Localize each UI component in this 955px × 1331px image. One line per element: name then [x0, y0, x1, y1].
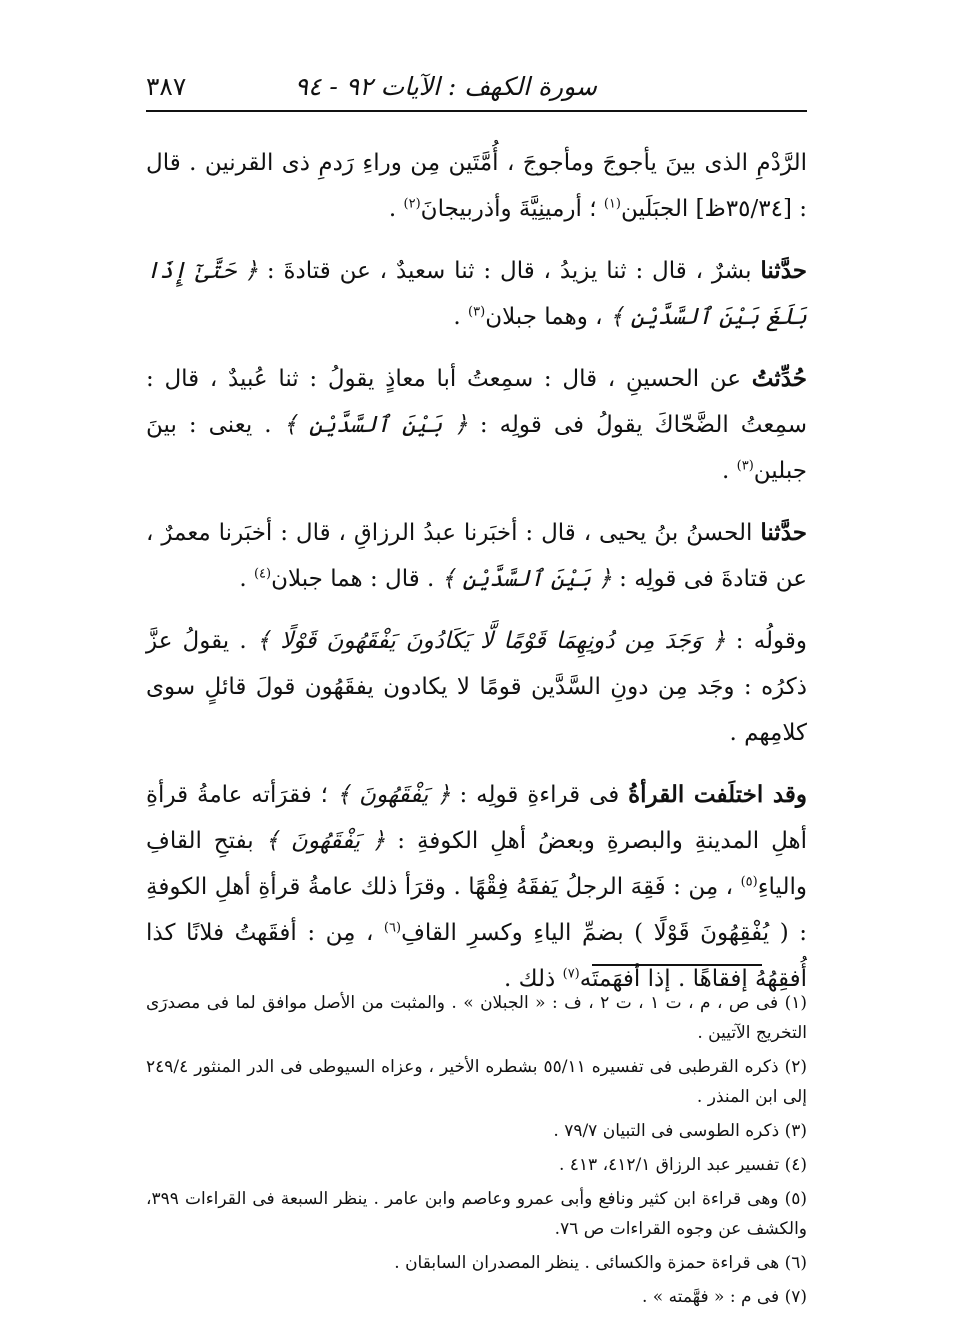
- p4-end: .: [239, 566, 247, 592]
- page-number: ٣٨٧: [146, 72, 187, 101]
- p2-text-2: ، وهما جبلان: [485, 304, 603, 330]
- paragraph-5: [146, 618, 807, 756]
- p3-end: .: [722, 458, 730, 484]
- running-header: [146, 62, 807, 112]
- main-text: [146, 140, 807, 1018]
- footnote-2: (٢) ذكره القرطبى فى تفسيره ٥٥/١١ بشطره الأخير ، وعزاه السيوطى فى الدر المنثور ٢٤٩/٤ إلى ابن المنذر .: [146, 1057, 807, 1107]
- p1-line1: الرَّدْمِ الذى بينَ يأجوجَ ومأجوجَ ، أُمَّتَين مِن وراءِ رَدمِ ذى القرنين . قال :: [146, 150, 808, 222]
- p6-lead: وقد اختلَفت القرأةُ: [628, 781, 807, 808]
- p5-text-2: . يقولُ عزَّ ذكرُه : وجَد مِن دونِ السَّدَّين قومًا لا يكادون يفقَهُون قولَ قائلٍ سوى كلامِهم .: [146, 628, 807, 746]
- footnote-ref-7[interactable]: (٧): [562, 966, 580, 982]
- footnote-5: (٥) وهى قراءة ابن كثير ونافع وأبى عمرو وعاصم وابن عامر . ينظر السبعة فى القراءات ٣٩٩، والكشف عن وجوه القراءات ص ٧٦.: [146, 1189, 807, 1239]
- p6-text-5: ، مِن : أفقَهتُ فلانًا كذا أُفقِهُهُ إفقاهًا . إذا أفهَمتَه: [146, 920, 807, 992]
- p6-text-4: ، مِن : فَقِهَ الرجلُ يَفقَهُ فِقْهًا . وقرَأ ذلك عامةُ قرأةِ أهلِ الكوفةِ : ( يُفْقِهُونَ قَوْلًا ) بضمِّ الياءِ وكسرِ القافِ: [146, 874, 807, 946]
- p5-text: وقولُه :: [735, 628, 808, 654]
- footnote-ref-1[interactable]: (١): [603, 196, 621, 212]
- p6-text-6: ذلك .: [504, 966, 556, 992]
- footnote-divider: [592, 964, 762, 966]
- p6-quran-quote-1: ﴿ يَفْقَهُونَ ﴾: [336, 782, 451, 808]
- p1-line2: ؛ أرمينِيَّةَ وأذربيجانَ: [420, 196, 597, 222]
- p4-text-2: . قال : هما جبلان: [271, 566, 435, 592]
- footnote-ref-3[interactable]: (٣): [468, 304, 486, 320]
- footnote-4: (٤) تفسير عبد الرزاق ٤١٢/١، ٤١٣ .: [558, 1155, 807, 1175]
- p5-quran-quote: ﴿ وَجَدَ مِن دُونِهِمَا قَوْمًا لَّا يَكَادُونَ يَفْقَهُونَ قَوْلًا ﴾: [256, 628, 726, 654]
- paragraph-4: [146, 510, 807, 602]
- footnote-ref-4[interactable]: (٤): [253, 566, 272, 582]
- paragraph-3: [146, 356, 807, 494]
- p2-text: بشرٌ ، قال : ثنا يزيدُ ، قال : ثنا سعيدٌ ، عن قتادةَ :: [266, 258, 752, 284]
- paragraph-6: [146, 772, 807, 1002]
- footnotes: [146, 988, 807, 1316]
- p6-text-3: بفتحِ القافِ والياءِ: [146, 828, 807, 900]
- surah-title: سورة الكهف : الآيات ٩٢ - ٩٤: [294, 72, 597, 101]
- footnote-ref-6[interactable]: (٦): [383, 920, 402, 936]
- p6-text-2: ؛ فقرَأته عامةُ قرأةِ أهلِ المدينةِ والبصرةِ وبعضُ أهلِ الكوفةِ :: [146, 782, 808, 854]
- p6-text: فى قراءةِ قولِه :: [459, 782, 620, 808]
- p1-end: .: [388, 196, 397, 222]
- footnote-ref-3b[interactable]: (٣): [736, 458, 754, 474]
- p2-lead: حدَّثنا: [760, 257, 807, 284]
- footnote-7: (٧) فى م : « فهَّمته » .: [641, 1287, 807, 1307]
- footnote-1: (١) فى ص ، م ، ت ١ ، ت ٢ ، ف : « الجبلان » . والمثبت من الأصل موافق لما فى مصدرَى التخريج الآتيين .: [146, 993, 808, 1043]
- p4-text: الحسنُ بنُ يحيى ، قال : أخبَرنا عبدُ الرزاقِ ، قال : أخبَرنا معمرٌ ، عن قتادةَ فى قولِه :: [146, 520, 807, 592]
- footnote-ref-5[interactable]: (٥): [740, 874, 758, 890]
- p4-quran-quote: ﴿ بَيْنَ ٱلسَّدَّيْنِ ﴾: [441, 566, 612, 592]
- p6-quran-quote-2: ﴿ يَفْقَهُونَ ﴾: [265, 828, 386, 854]
- p2-quran-quote: ﴿ حَتَّىٰٓ إِذَا بَلَغَ بَيْنَ ٱلسَّدَّيْنِ ﴾: [146, 258, 807, 330]
- p2-end: .: [453, 304, 461, 330]
- p3-text: عن الحسينِ ، قال : سمِعتُ أبا معاذٍ يقولُ : ثنا عُبيدٌ ، قال : سمِعتُ الضَّحّاكَ يقولُ فى قولِه :: [146, 366, 808, 438]
- p3-text-2: . يعنى : بينَ جبلين: [146, 412, 807, 484]
- footnote-ref-2[interactable]: (٢): [403, 196, 421, 212]
- p3-lead: حُدِّثتُ: [751, 365, 808, 392]
- paragraph-1: [146, 140, 807, 232]
- p4-lead: حدَّثنا: [760, 519, 807, 546]
- p1-bracket-ref: [٣٥/٣٤ظ] الجبَلَين: [620, 196, 792, 222]
- footnote-3: (٣) ذكره الطوسى فى التبيان ٧٩/٧ .: [553, 1121, 807, 1141]
- p3-quran-quote: ﴿ بَيْنَ ٱلسَّدَّيْنِ ﴾: [283, 412, 468, 438]
- footnote-6: (٦) هى قراءة حمزة والكسائى . ينظر المصدران السابقان .: [394, 1253, 807, 1273]
- paragraph-2: [146, 248, 807, 340]
